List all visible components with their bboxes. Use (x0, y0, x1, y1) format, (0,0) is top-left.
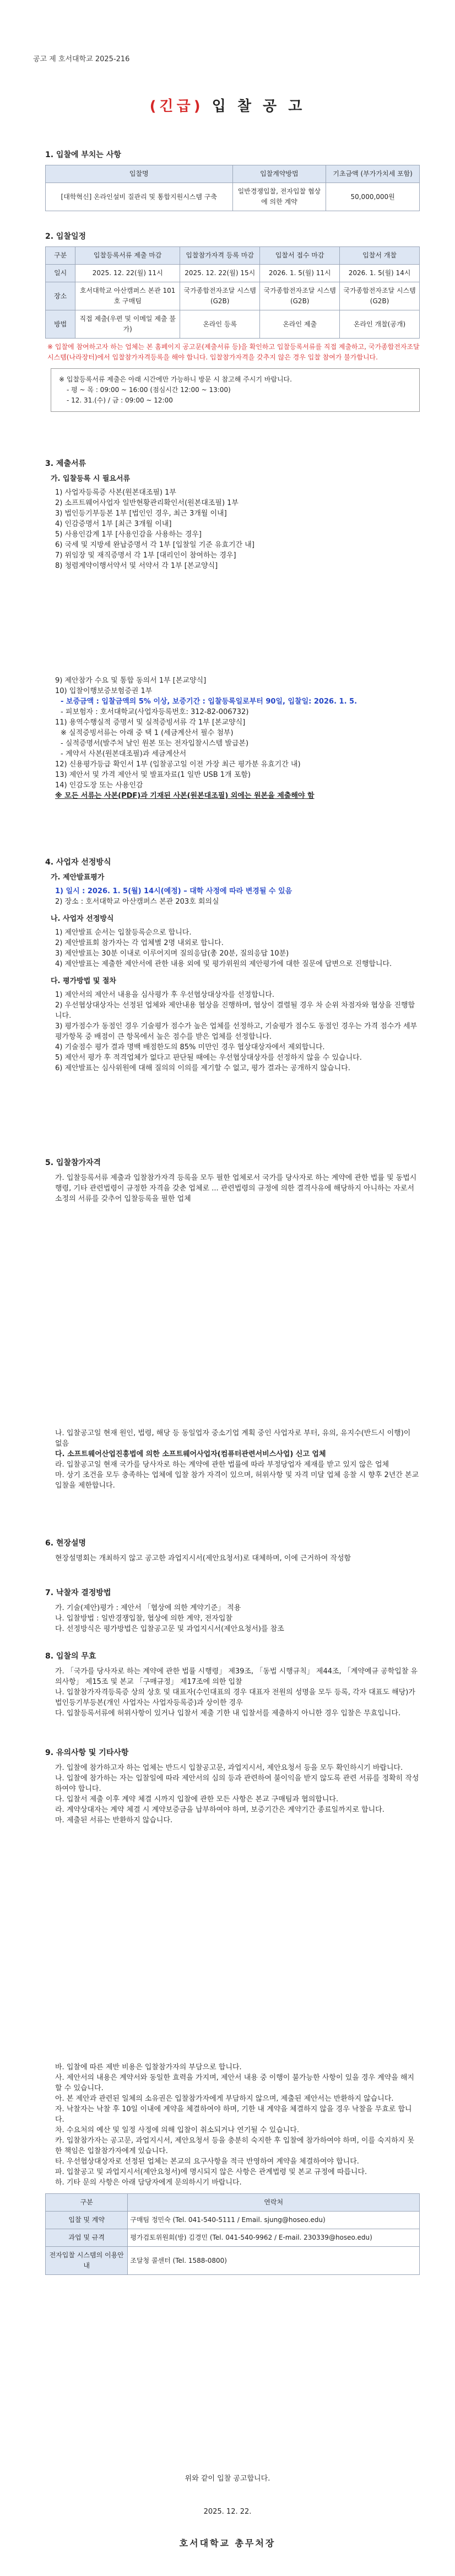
list-item: 나. 입찰방법 : 일반경쟁입찰, 협상에 의한 계약, 전자입찰 (55, 1614, 232, 1623)
col-header: 입찰참가자격 등록 마감 (180, 247, 260, 265)
col-header: 연락처 (128, 2194, 420, 2212)
table-row (46, 282, 420, 310)
list-item: 1) 제안서의 제안서 내용을 심사평가 후 우선협상대상자를 선정합니다. (55, 991, 275, 999)
list-item: 다. 입찰등록서류에 허위사항이 있거나 입찰서 제출 기한 내 입찰서를 제출하지 아니한 경우 입찰은 무효입니다. (55, 1709, 401, 1718)
section-notes (45, 1748, 420, 1826)
page-title (33, 95, 422, 115)
list-item: 하. 기타 문의 사항은 아래 담당자에게 문의하시기 바랍니다. (55, 2178, 242, 2187)
section-title: 7. 낙찰자 결정방법 (45, 1588, 111, 1597)
list-item: 14) 인감도장 또는 사용인감 (55, 781, 143, 790)
table-row (46, 2247, 420, 2275)
table-cell: [대학혁신] 온라인설비 질관리 및 통합지원시스템 구축 (46, 183, 233, 211)
section-award (45, 1588, 420, 1634)
list-item: 카. 입찰참가자는 공고문, 과업지시서, 제안요청서 등을 충분히 숙지한 후 입찰에 참가하여야 하며, 이를 숙지하지 못한 책임은 입찰참가자에게 있습니다. (55, 2137, 415, 2155)
table-cell: 국가종합전자조달 시스템(G2B) (260, 282, 340, 310)
list-item: - 계약서 사본(원본대조필)과 세금계산서 (61, 750, 187, 758)
table-row (46, 310, 420, 339)
sub-title: 나. 사업자 선정방식 (51, 915, 114, 923)
section-title: 4. 사업자 선정방식 (45, 858, 111, 867)
list-item: - 실적증명서(발주처 날인 원본 또는 전자입찰시스템 발급본) (61, 739, 249, 748)
list-item: 다. 선정방식은 평가방법은 입찰공고문 및 과업지시서(제안요청서)를 참조 (55, 1625, 284, 1633)
table-cell: 온라인 제출 (260, 310, 340, 339)
box-line: - 12. 31.(수) / 금 : 09:00 ~ 12:00 (67, 396, 173, 404)
section-documents-cont (45, 675, 420, 801)
list-item: 가. 기술(제안)평가 : 제안서 「협상에 의한 계약기준」 적용 (55, 1604, 241, 1612)
schedule-note: ※ 입찰에 참여하고자 하는 업체는 본 홈페이지 공고문(제출서류 등)을 확인하고 입찰등록서류를 직접 제출하고, 국가종합전자조달시스템(나라장터)에서 입찰참가자격등록을 해야 합니다. 입찰참가자격을 갖추지 않은 경우 입찰 참여가 불가합니다. (47, 343, 420, 361)
table-cell: 2025. 12. 22(월) 15시 (180, 265, 260, 282)
section-title: 2. 입찰일정 (45, 232, 86, 241)
col-header: 입찰등록서류 제출 마감 (75, 247, 180, 265)
table-cell: 평가검토위원회(방) 김경민 (Tel. 041-540-9962 / E-mail. 230339@hoseo.edu) (128, 2229, 420, 2247)
list-item: ※ 실적증빙서류는 아래 중 택 1 (세금계산서 필수 첨부) (61, 729, 234, 737)
table-cell: 직접 제출(우편 및 이메일 제출 불가) (75, 310, 180, 339)
section-documents (45, 459, 420, 571)
list-item: 3) 제안발표는 30분 이내로 이루어지며 질의응답(총 20분, 질의응답 10분) (55, 949, 289, 958)
urgent-tag: (긴급) (149, 98, 204, 115)
box-line: ※ 입찰등록서류 제출은 아래 시간에만 가능하니 방문 시 참고해 주시기 바랍니다. (59, 375, 292, 383)
list-item: 가. 입찰등록서류 제출과 입찰참가자격 등록을 모두 필한 업체로서 국가를 당사자로 하는 계약에 관한 법률 및 동법시행령, 기타 관련법령이 규정한 자격을 갖춘 업체로 ... 관련법령의 규정에 의한 결격사유에 해당하지 아니하는 자로서 소정의 서류를 갖추어 입찰등록을 필한 업체 (55, 1174, 417, 1203)
list-item: 12) 신용평가등급 확인서 1부 (입찰공고일 이전 가장 최근 평가분 유효기간 내) (55, 760, 301, 769)
list-item: 4) 인감증명서 1부 [최근 3개월 이내] (55, 520, 172, 528)
table-cell: 온라인 등록 (180, 310, 260, 339)
list-item: 1) 사업자등록증 사본(원본대조필) 1부 (55, 489, 176, 497)
table-cell: 구매팀 정민숙 (Tel. 041-540-5111 / Email. sjung@hoseo.edu) (128, 2212, 420, 2229)
table-cell: 조달청 콜센터 (Tel. 1588-0800) (128, 2247, 420, 2275)
table-cell: 50,000,000원 (326, 183, 420, 211)
list-item: 6) 제안발표는 심사위원에 대해 질의의 이의를 제기할 수 없고, 평가 결과는 공개하지 않습니다. (55, 1064, 350, 1072)
row-header: 전자입찰 시스템의 이용안내 (46, 2247, 128, 2275)
issuer-name: 호서대학교 총무처장 (179, 2538, 276, 2548)
col-header: 구분 (46, 2194, 128, 2212)
list-item: 7) 위임장 및 재직증명서 각 1부 [대리인이 참여하는 경우] (55, 551, 236, 560)
list-item: 다. 소프트웨어산업진흥법에 의한 소프트웨어사업자(컴퓨터관련서비스사업) 신고 업체 (55, 1450, 326, 1458)
sub-title: 가. 입찰등록 시 필요서류 (51, 475, 131, 483)
row-header: 과업 및 규격 (46, 2229, 128, 2247)
briefing-text: 현장설명회는 개최하지 않고 공고한 과업지시서(제안요청서)로 대체하며, 이에 근거하여 작성함 (55, 1554, 351, 1563)
list-item: 4) 기술점수 평가 결과 명백 배점한도의 85% 미만인 경우 협상대상자에서 제외합니다. (55, 1043, 325, 1051)
list-item: 사. 제안서의 내용은 계약서와 동일한 효력을 가지며, 제안서 내용 중 이행이 불가능한 사항이 있을 경우 계약을 해지할 수 있습니다. (55, 2074, 415, 2092)
submission-hours-box (51, 368, 420, 412)
list-item: 5) 제안서 평가 후 적격업체가 없다고 판단될 때에는 우선협상대상자를 선정하지 않을 수 있습니다. (55, 1054, 362, 1062)
list-item: 2) 장소 : 호서대학교 아산캠퍼스 본관 203호 회의실 (55, 898, 219, 906)
list-item: 마. 상기 조건을 모두 충족하는 업체에 입찰 참가 자격이 있으며, 허위사항 및 자격 미달 업체 응찰 시 향후 2년간 본교 입찰을 제한합니다. (55, 1471, 419, 1490)
list-item: 11) 용역수행실적 증명서 및 실적증빙서류 각 1부 [본교양식] (55, 718, 246, 727)
row-header: 방법 (46, 310, 75, 339)
schedule-table (45, 246, 420, 339)
list-item: 차. 수요처의 예산 및 일정 사정에 의해 입찰이 취소되거나 연기될 수 있습니다. (55, 2126, 300, 2134)
table-cell: 2026. 1. 5(월) 11시 (260, 265, 340, 282)
row-header: 입찰 및 계약 (46, 2212, 128, 2229)
list-item: 6) 국세 및 지방세 완납증명서 각 1부 [입찰일 기준 유효기간 내] (55, 541, 254, 549)
section-bid-items (45, 150, 420, 211)
table-row (46, 265, 420, 282)
list-item: 가. 「국가를 당사자로 하는 계약에 관한 법률 시행령」 제39조, 「동법 시행규칙」 제44조, 「계약예규 공학입찰 유의사항」 제15조 및 본교 「구매규정」 제17조에 의한 입찰 (55, 1667, 418, 1686)
col-header: 입찰계약방법 (232, 165, 326, 183)
list-item: 나. 입찰에 참가하는 자는 입찰일에 따라 제안서의 심의 등과 관련하여 불이익을 받지 않도록 관련 서류를 정확히 작성하여야 합니다. (55, 1774, 419, 1793)
list-item: 1) 일시 : 2026. 1. 5(월) 14시(예정) – 대학 사정에 따라 변경될 수 있음 (55, 887, 292, 895)
list-item: 나. 입찰참가자격등록증 상의 상호 및 대표자(수인대표의 경우 대표자 전원의 성명을 모두 등록, 각자 대표도 해당)가 법인등기부등본(개인 사업자는 사업자등록증)과 상이한 경우 (55, 1688, 415, 1707)
list-item: 2) 우선협상대상자는 선정된 업체와 제안내용 협상을 진행하며, 협상이 결렬될 경우 차 순위 차점자와 협상을 진행합니다. (55, 1001, 415, 1020)
list-item: 1) 제안발표 순서는 입찰등록순으로 합니다. (55, 929, 192, 937)
list-item: 3) 법인등기부등본 1부 [법인인 경우, 최근 3개월 이내] (55, 509, 227, 518)
table-row (46, 2229, 420, 2247)
table-cell: 호서대학교 아산캠퍼스 본관 101호 구매팀 (75, 282, 180, 310)
table-cell: 국가종합전자조달 시스템(G2B) (180, 282, 260, 310)
list-item: 아. 본 제안과 관련된 일체의 소유권은 입찰참가자에게 부담하지 않으며, 제출된 제안서는 반환하지 않습니다. (55, 2095, 394, 2103)
list-item: 자. 낙찰자는 낙찰 후 10일 이내에 계약을 체결하여야 하며, 기한 내 계약을 체결하지 않을 경우 낙찰을 무효로 합니다. (55, 2105, 412, 2124)
notice-number: 공고 제 호서대학교 2025-216 (33, 55, 130, 63)
list-item: 다. 입찰서 제출 이후 계약 체결 시까지 입찰에 관한 모든 사항은 본교 구매팀과 협의합니다. (55, 1795, 339, 1804)
contact-table (45, 2193, 420, 2275)
list-item: 라. 계약상대자는 계약 체결 시 계약보증금을 납부하여야 하며, 보증기간은 계약기간 종료일까지로 합니다. (55, 1806, 384, 1814)
section-title: 1. 입찰에 부치는 사항 (45, 151, 121, 159)
title-main: 입 찰 공 고 (212, 98, 306, 115)
list-item: 파. 입찰공고 및 과업지시서(제안요청서)에 명시되지 않은 사항은 관계법령 및 본교 규정에 따릅니다. (55, 2168, 367, 2176)
list-item: 바. 입찰에 따른 제반 비용은 입찰참가자의 부담으로 합니다. (55, 2063, 242, 2071)
list-item: 9) 제안참가 수요 및 통합 동의서 1부 [본교양식] (55, 677, 207, 685)
table-cell: 온라인 개찰(공개) (340, 310, 420, 339)
list-item: 타. 우선협상대상자로 선정된 업체는 본교의 요구사항을 적극 반영하여 계약을 체결하여야 합니다. (55, 2158, 359, 2166)
table-cell: 2025. 12. 22(월) 11시 (75, 265, 180, 282)
table-row (46, 2212, 420, 2229)
list-item: 라. 입찰공고일 현재 국가를 당사자로 하는 계약에 관한 법률에 따라 부정당업자 제재를 받고 있지 않은 업체 (55, 1461, 389, 1469)
sub-title: 가. 제안발표평가 (51, 873, 105, 882)
sub-title: 다. 평가방법 및 절차 (51, 977, 116, 985)
closing-text: 위와 같이 입찰 공고합니다. (185, 2475, 270, 2483)
row-header: 장소 (46, 282, 75, 310)
notice-date: 2025. 12. 22. (203, 2508, 252, 2516)
box-line: - 평 ~ 목 : 09:00 ~ 16:00 (점심시간 12:00 ~ 13:00) (67, 386, 231, 394)
row-header: 일시 (46, 265, 75, 282)
col-header: 입찰서 개찰 (340, 247, 420, 265)
col-header: 입찰명 (46, 165, 233, 183)
section-eligibility (45, 1158, 420, 1204)
col-header: 입찰서 접수 마감 (260, 247, 340, 265)
table-cell: 2026. 1. 5(월) 14시 (340, 265, 420, 282)
section-invalid (45, 1651, 420, 1719)
section-title: 6. 현장설명 (45, 1539, 86, 1548)
list-item: 2) 소프트웨어사업자 일반현황관리확인서(원본대조필) 1부 (55, 499, 239, 507)
list-item: 나. 입찰공고일 현재 원인, 법령, 해당 등 동일업자 중소기업 계획 중인 사업자로 부터, 유의, 유지수(반드시 이행)이 없음 (55, 1429, 411, 1448)
section-eligibility-cont (45, 1428, 420, 1491)
list-item: 4) 제안발표는 제출한 제안서에 관한 내용 외에 및 평가위원의 제안평가에 대한 질문에 답변으로 진행합니다. (55, 960, 392, 968)
section-notes-cont (45, 2062, 420, 2275)
list-item: 마. 제출된 서류는 반환하지 않습니다. (55, 1816, 173, 1824)
section-briefing (45, 1538, 420, 1564)
list-item: 3) 평가점수가 동점인 경우 기술평가 점수가 높은 업체를 선정하고, 기술평가 점수도 동점인 경우는 가격 점수가 세부평가항목 중 배점이 큰 항목에서 높은 점수를 받은 업체를 선정합니다. (55, 1022, 418, 1041)
list-item: 10) 입찰이행보증보험증권 1부 (55, 687, 153, 695)
table-cell: 국가종합전자조달 시스템(G2B) (340, 282, 420, 310)
bid-items-table (45, 165, 420, 211)
documents-warning: ※ 모든 서류는 사본(PDF)과 기재된 사본(원본대조필) 외에는 원본을 제출해야 함 (55, 792, 315, 800)
list-item: 13) 제안서 및 가격 제안서 및 발표자료(1 일반 USB 1개 포함) (55, 771, 251, 779)
table-cell: 일반경쟁입찰, 전자입찰 협상에 의한 계약 (232, 183, 326, 211)
section-title: 9. 유의사항 및 기타사항 (45, 1748, 129, 1757)
section-selection (45, 857, 420, 1074)
col-header: 기초금액 (부가가치세 포함) (326, 165, 420, 183)
list-item: - 피보험자 : 호서대학교(사업자등록번호: 312-82-006732) (61, 708, 249, 716)
table-row (46, 183, 420, 211)
col-header: 구분 (46, 247, 75, 265)
section-schedule (45, 232, 420, 412)
list-item: 가. 입찰에 참가하고자 하는 업체는 반드시 입찰공고문, 과업지시서, 제안요청서 등을 모두 확인하시기 바랍니다. (55, 1764, 403, 1772)
list-item: - 보증금액 : 입찰금액의 5% 이상, 보증기간 : 입찰등록일로부터 90일, 입찰일: 2026. 1. 5. (61, 697, 358, 706)
section-title: 5. 입찰참가자격 (45, 1158, 101, 1167)
list-item: 2) 제안발표회 참가자는 각 업체별 2명 내외로 합니다. (55, 939, 224, 947)
list-item: 5) 사용인감계 1부 [사용인감을 사용하는 경우] (55, 530, 202, 539)
section-title: 3. 제출서류 (45, 459, 86, 468)
section-title: 8. 입찰의 무효 (45, 1652, 96, 1661)
list-item: 8) 청렴계약이행서약서 및 서약서 각 1부 [본교양식] (55, 562, 218, 570)
